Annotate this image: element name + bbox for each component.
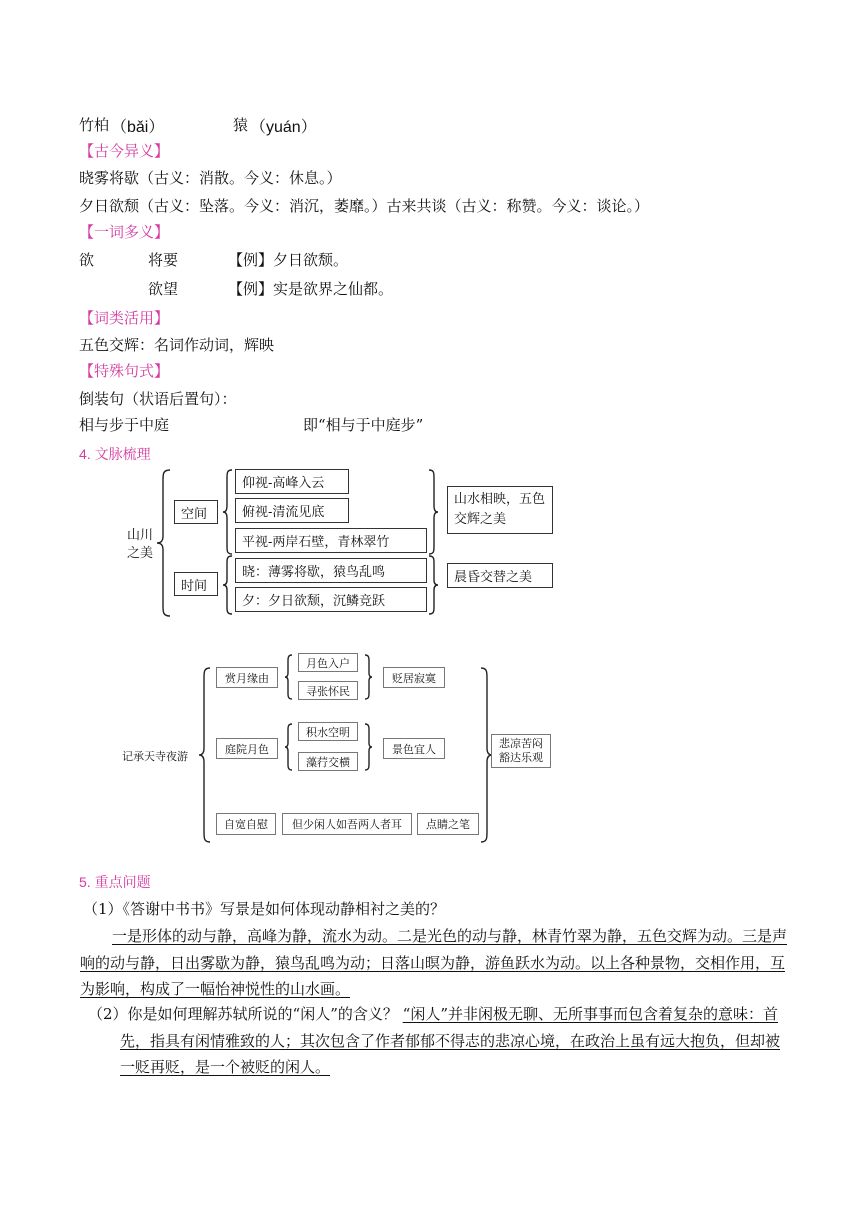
diagram1-time-brace [222, 556, 234, 614]
answer-1 [80, 923, 790, 1003]
diagram1-item-3: 平视-两岸石壁，青林翠竹 [235, 528, 427, 553]
diagram2-b1-item-2: 寻张怀民 [298, 681, 358, 700]
heading-polysemy: 【一词多义】 [79, 223, 170, 241]
diagram2-b2-brace [284, 724, 294, 770]
diagram1-root: 山川 之美 [127, 528, 154, 561]
pinyin-word-1: 竹柏 [79, 116, 110, 134]
heading-ancient-modern: 【古今异义】 [79, 142, 170, 160]
diagram2-b2: 庭院月色 [216, 738, 278, 759]
section-4-title: 4. 文脉梳理 [79, 446, 151, 462]
polysemy-word: 欲 [79, 251, 95, 269]
polysemy-example-1: 【例】夕日欲颓。 [228, 251, 349, 269]
special-syntax-explain: 即“相与于中庭步” [303, 416, 424, 434]
diagram2-b1-result: 贬居寂寞 [383, 667, 445, 688]
diagram2-b2-result: 景色宜人 [383, 738, 445, 759]
diagram1-space-close-brace [428, 470, 440, 554]
diagram2-b1: 赏月缘由 [216, 667, 278, 688]
diagram1-result-space-text: 山水相映，五色交辉之美 [454, 492, 546, 527]
polysemy-meaning-2: 欲望 [148, 280, 179, 298]
diagram2-root: 记承天寺夜游 [122, 751, 188, 763]
diagram2-b1-item-1: 月色入户 [298, 653, 358, 672]
diagram1-root-brace [156, 470, 172, 616]
heading-special-syntax: 【特殊句式】 [79, 362, 170, 380]
ancient-modern-line-2: 夕日欲颓（古义：坠落。今义：消沉，萎靡。）古来共谈（古义：称赞。今义：谈论。） [79, 197, 650, 215]
pinyin-reading-2: （yuán） [250, 119, 317, 136]
diagram1-item-5: 夕：夕日欲颓，沉鳞竞跃 [235, 587, 427, 612]
ancient-modern-line-1: 晓雾将歇（古义：消散。今义：休息。） [79, 169, 342, 187]
diagram2-b3-item-3: 点睛之笔 [417, 813, 479, 835]
diagram2-b2-item-2: 藻荇交横 [298, 752, 358, 771]
pinyin-word-2: 猿 [233, 116, 249, 134]
special-syntax-sentence: 相与步于中庭 [79, 416, 170, 434]
question-2: （2）你是如何理解苏轼所说的“闲人”的含义？ [88, 1005, 398, 1023]
diagram2-b2-close-brace [364, 724, 374, 770]
diagram2-b3-item-2: 但少闲人如吾两人者耳 [282, 813, 412, 835]
answer-1-text: 一是形体的动与静，高峰为静，流水为动。二是光色的动与静，林青竹翠为静，五色交辉为动。三是声响的动与静，日出雾歇为静，猿鸟乱鸣为动；日落山暝为静，游鱼跃水为动。以上各种景物，交相作用，互为影响，构成了一幅怡神悦性的山水画。 [80, 927, 788, 998]
special-syntax-type: 倒装句（状语后置句）： [79, 390, 237, 408]
section-5-title: 5. 重点问题 [79, 874, 151, 890]
diagram1-branch-space: 空间 [174, 500, 218, 524]
answer-2-text: “闲人”并非闲极无聊、无所事事而包含着复杂的意味：首先，指具有闲情雅致的人；其次包含了作者郁郁不得志的悲凉心境，在政治上虽有远大抱负，但却被一贬再贬，是一个被贬的闲人。 [120, 1005, 781, 1076]
pinyin-reading-1: （bǎi） [111, 119, 165, 136]
diagram2-root-brace [198, 668, 212, 842]
diagram1-result-space [447, 486, 553, 534]
diagram2-b3-item-1: 自宽自慰 [216, 813, 276, 835]
polysemy-meaning-1: 将要 [148, 251, 179, 269]
diagram1-branch-time: 时间 [174, 572, 218, 596]
diagram1-result-time: 晨昏交替之美 [447, 563, 553, 588]
polysemy-example-2: 【例】实是欲界之仙都。 [228, 280, 394, 298]
diagram2-b2-item-1: 积水空明 [298, 722, 358, 741]
question-2-block [88, 1001, 790, 1081]
diagram1-item-2: 俯视-清流见底 [235, 498, 349, 523]
diagram2-b1-brace [284, 655, 294, 699]
heading-word-class: 【词类活用】 [79, 309, 170, 327]
diagram1-item-1: 仰视-高峰入云 [235, 469, 349, 494]
question-1: （1）《答谢中书书》写景是如何体现动静相衬之美的？ [83, 900, 446, 918]
diagram2-final: 悲凉苦闷 豁达乐观 [491, 734, 551, 768]
word-class-line: 五色交辉：名词作动词，辉映 [79, 336, 275, 354]
diagram1-space-brace [222, 470, 234, 554]
diagram2-b1-close-brace [364, 655, 374, 699]
diagram1-item-4: 晓：薄雾将歇，猿鸟乱鸣 [235, 558, 427, 583]
diagram1-time-close-brace [428, 556, 440, 614]
